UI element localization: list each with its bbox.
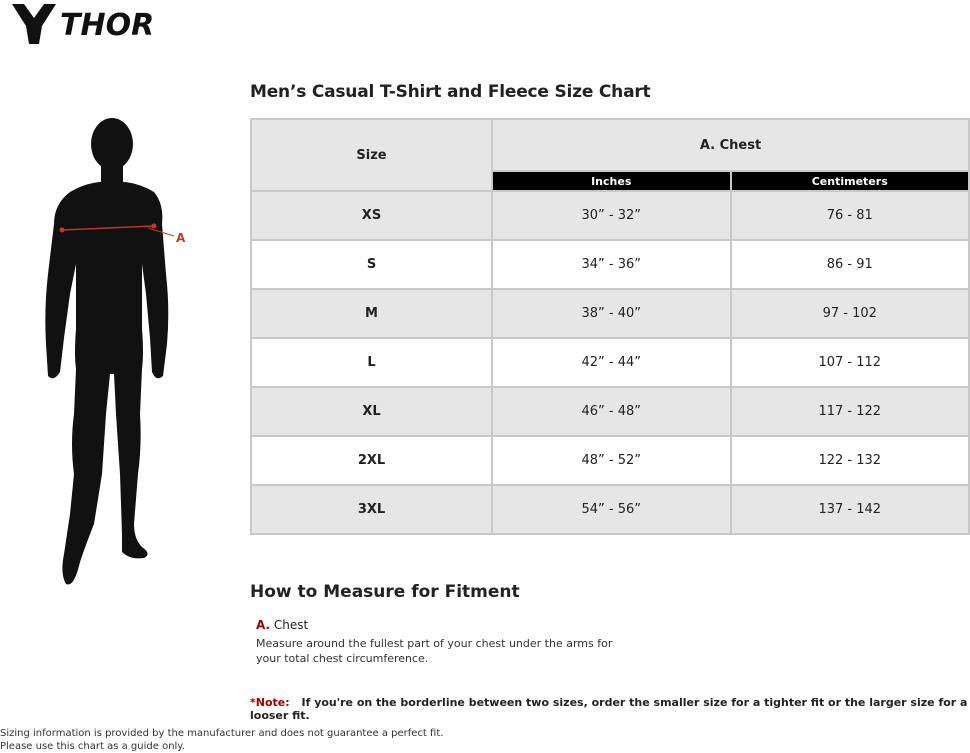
table-row xyxy=(251,191,969,240)
disclaimer-line-1: Sizing information is provided by the manufacturer and does not guarantee a perfect fit. xyxy=(0,728,444,739)
inches-cell: 48” - 52” xyxy=(492,436,731,485)
size-cell: XS xyxy=(251,191,492,240)
note-label: *Note: xyxy=(250,696,290,709)
size-cell: 2XL xyxy=(251,436,492,485)
size-chart-title: Men’s Casual T-Shirt and Fleece Size Chart xyxy=(250,82,651,102)
table-row xyxy=(251,289,969,338)
inches-cell: 46” - 48” xyxy=(492,387,731,436)
header-chest: A. Chest xyxy=(492,119,969,171)
brand-wordmark: THOR xyxy=(60,8,155,43)
disclaimer-line-2: Please use this chart as a guide only. xyxy=(0,741,185,752)
table-row xyxy=(251,240,969,289)
disclaimer xyxy=(0,727,443,753)
measure-letter: A. xyxy=(256,618,271,632)
howto-title: How to Measure for Fitment xyxy=(250,582,520,602)
body-silhouette xyxy=(30,114,205,594)
size-cell: L xyxy=(251,338,492,387)
cm-cell: 122 - 132 xyxy=(731,436,970,485)
cm-cell: 76 - 81 xyxy=(731,191,970,240)
size-cell: XL xyxy=(251,387,492,436)
header-size: Size xyxy=(251,119,492,191)
inches-cell: 54” - 56” xyxy=(492,485,731,534)
fit-note xyxy=(250,696,970,722)
cm-cell: 97 - 102 xyxy=(731,289,970,338)
chest-marker-label: A xyxy=(176,231,186,245)
thor-hammer-icon xyxy=(12,4,56,44)
inches-cell: 38” - 40” xyxy=(492,289,731,338)
measure-description: Measure around the fullest part of your chest under the arms for your total chest circumference. xyxy=(256,637,613,665)
cm-cell: 107 - 112 xyxy=(731,338,970,387)
size-cell: S xyxy=(251,240,492,289)
cm-cell: 137 - 142 xyxy=(731,485,970,534)
measure-item-chest xyxy=(256,618,308,632)
table-row xyxy=(251,338,969,387)
cm-cell: 117 - 122 xyxy=(731,387,970,436)
size-cell: M xyxy=(251,289,492,338)
table-row xyxy=(251,436,969,485)
header-inches: Inches xyxy=(492,171,731,191)
size-cell: 3XL xyxy=(251,485,492,534)
note-text: If you're on the borderline between two sizes, order the smaller size for a tighter fit or the larger size for a looser fit. xyxy=(250,696,968,722)
inches-cell: 30” - 32” xyxy=(492,191,731,240)
inches-cell: 34” - 36” xyxy=(492,240,731,289)
header-centimeters: Centimeters xyxy=(731,171,970,191)
measure-name: Chest xyxy=(273,618,309,632)
size-chart-table xyxy=(250,118,970,535)
inches-cell: 42” - 44” xyxy=(492,338,731,387)
cm-cell: 86 - 91 xyxy=(731,240,970,289)
table-row xyxy=(251,485,969,534)
brand-logo[interactable] xyxy=(10,2,190,46)
table-row xyxy=(251,387,969,436)
